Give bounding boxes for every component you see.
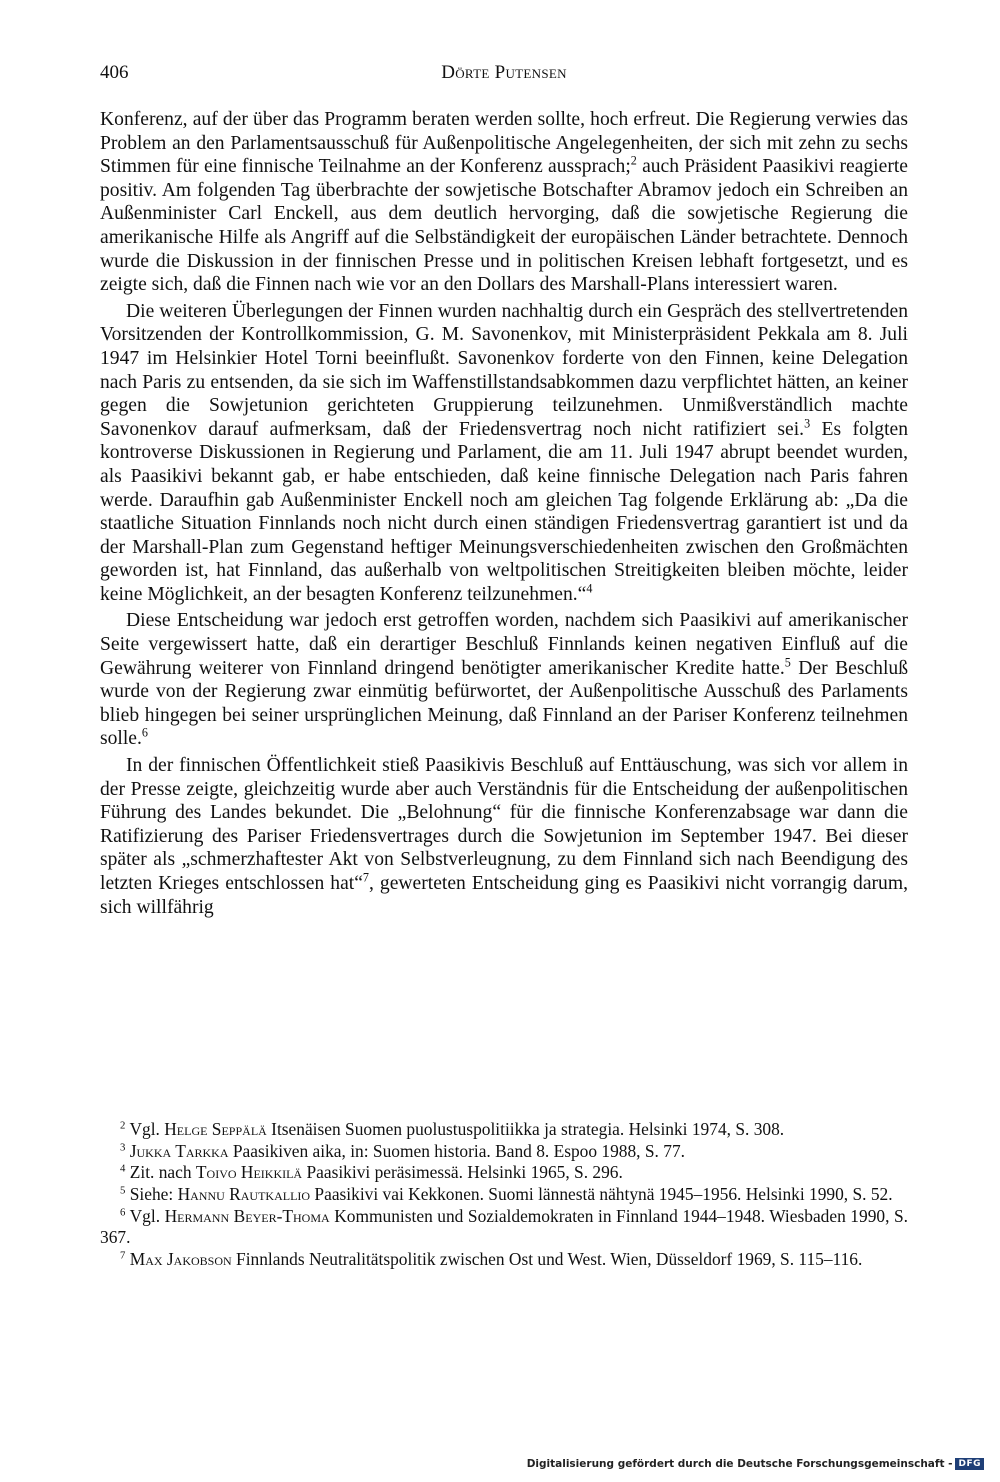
footnote-ref-6: 6 — [141, 726, 148, 741]
footnotes — [100, 1119, 908, 1270]
paragraph-2-text-b: Es folgten kontroverse Diskussionen in Regierung und Parlament, die am 11. Juli 1947 abrupt beendet wurden, als Paasikivi bekannt gab, er habe entschieden, daß keine finnische Delegation nach Paris fahren werde. Daraufhin gab Außenminister Enckell noch am gleichen Tag folgende Erklärung ab: „Da die staatliche Situation Finnlands noch nicht durch einen ständigen Friedensvertrag garantiert ist und da der Marshall-Plan zum Gegenstand heftiger Meinungsverschiedenheiten zwischen den Großmächten geworden ist, hat Finnland, das außerhalb von weltpolitischen Streitigkeiten bleiben möchte, leider keine Möglichkeit, an der besagten Konferenz teilzunehmen.“ — [100, 418, 909, 605]
paragraph-2 — [100, 300, 908, 607]
footnote-text: Finnlands Neutralitätspolitik zwischen Ost und West. Wien, Düsseldorf 1969, S. 115–116. — [231, 1248, 863, 1269]
footnote-7 — [100, 1249, 908, 1270]
footnote-author: Jukka Tarkka — [129, 1140, 229, 1161]
paragraph-4-text-b: , gewerteten Entscheidung ging es Paasikivi nicht vorrangig darum, sich willfährig — [100, 873, 908, 918]
footnote-number: 6 — [120, 1206, 126, 1219]
footnote-text: Itsenäisen Suomen puolustuspolitiikka ja strategia. Helsinki 1974, S. 308. — [266, 1119, 785, 1139]
paragraph-3-text-a: Diese Entscheidung war jedoch erst getroffen worden, nachdem sich Paasikivi auf amerikanischer Seite vergewissert hatte, daß ein derartiger Beschluß Finnlands keinen negativen Einfluß auf die Gewährung weiterer von Finnland dringend benötigter amerikanischer Kredite hatte. — [100, 610, 908, 679]
footnote-number: 3 — [120, 1141, 126, 1154]
footnote-author: Max Jakobson — [129, 1248, 232, 1269]
footnote-prefix: Vgl. — [129, 1205, 165, 1226]
footnote-prefix: Siehe: — [129, 1184, 178, 1205]
footer-text: Digitalisierung gefördert durch die Deutsche Forschungsgemeinschaft - — [526, 1458, 953, 1470]
footnote-ref-5: 5 — [784, 655, 791, 670]
dfg-logo-icon: DFG — [955, 1458, 984, 1470]
footnote-ref-3: 3 — [804, 416, 811, 431]
footnote-text: Paasikivi peräsimessä. Helsinki 1965, S. 296. — [302, 1162, 623, 1183]
paragraph-1-text-a: Konferenz, auf der über das Programm beraten werden sollte, hoch erfreut. Die Regierung verwies das Problem an den Parlamentsausschuß für Außenpolitische Angelegenheiten, der sich mit zehn zu sechs Stimmen für eine finnische Teilnahme an der Konferenz aussprach; — [100, 109, 908, 178]
footnote-3 — [100, 1141, 908, 1162]
paragraph-1-text-b: auch Präsident Paasikivi reagierte positiv. Am folgenden Tag überbrachte der sowjetische Botschafter Abramov jedoch ein Schreiben an Außenminister Carl Enckell, aus dem deutlich hervorging, daß die sowjetische Regierung die amerikanische Hilfe als Angriff auf die Selbständigkeit der europäischen Länder betrachtete. Dennoch wurde die Diskussion in der finnischen Presse und in politischen Kreisen lebhaft fortgesetzt, und es zeigte sich, daß die Finnen nach wie vor an den Dollars des Marshall-Plans interessiert waren. — [100, 156, 908, 296]
footnote-number: 7 — [120, 1249, 126, 1262]
paragraph-4-text-a: In der finnischen Öffentlichkeit stieß Paasikivis Beschluß auf Enttäuschung, was sich vor allem in der Presse zeigte, gleichzeitig wurde aber auch Verständnis für die Entscheidung der außenpolitischen Führung des Landes bekundet. Die „Belohnung“ für die finnische Konferenzabsage war dann die Ratifizierung des Pariser Friedensvertrages durch die Sowjetunion im September 1947. Bei dieser später als „schmerzhaftester Akt von Selbstverleugnung, zu dem Finnland sich nach Beendigung des letzten Krieges entschlossen hat“ — [100, 755, 908, 894]
footnote-number: 5 — [120, 1184, 126, 1197]
footnote-4 — [100, 1162, 908, 1183]
footnote-text: Paasikiven aika, in: Suomen historia. Band 8. Espoo 1988, S. 77. — [228, 1140, 685, 1161]
footnote-text: Paasikivi vai Kekkonen. Suomi lännestä nähtynä 1945–1956. Helsinki 1990, S. 52. — [310, 1184, 893, 1205]
footnote-prefix: Vgl. — [129, 1119, 165, 1139]
footnote-2 — [100, 1119, 908, 1140]
footnote-author: Hermann Beyer-Thoma — [164, 1205, 330, 1226]
footnote-author: Helge Seppälä — [164, 1119, 267, 1139]
page-header — [100, 62, 908, 92]
footnote-text: Kommunisten und Sozialdemokraten in Finnland 1944–1948. Wiesbaden 1990, S. 367. — [100, 1205, 908, 1248]
running-head: Dörte Putensen — [441, 62, 567, 83]
footnote-number: 4 — [120, 1162, 126, 1175]
footnote-ref-7: 7 — [362, 870, 369, 885]
paragraph-2-text-a: Die weiteren Überlegungen der Finnen wurden nachhaltig durch ein Gespräch des stellvertretenden Vorsitzenden der Kontrollkommission, G. M. Savonenkov, mit Ministerpräsident Pekkala am 8. Juli 1947 im Helsinkier Hotel Torni beeinflußt. Savonenkov forderte von den Finnen, keine Delegation nach Paris zu entsenden, da sie sich im Waffenstillstandsabkommen dazu verpflichtet hätten, an keiner gegen die Sowjetunion gerichteten Gruppierung teilzunehmen. Unmißverständlich machte Savonenkov darauf aufmerksam, daß der Friedensvertrag noch nicht ratifiziert sei. — [100, 300, 908, 440]
footnote-ref-2: 2 — [630, 153, 637, 168]
paragraph-3 — [100, 609, 908, 751]
page-number: 406 — [100, 62, 129, 83]
footnote-6 — [100, 1206, 908, 1248]
footnote-5 — [100, 1184, 908, 1205]
digitization-footer — [527, 1458, 984, 1470]
main-text — [100, 108, 908, 922]
paragraph-4 — [100, 754, 908, 919]
footnote-author: Toivo Heikkilä — [195, 1162, 303, 1183]
footnote-ref-4: 4 — [586, 581, 593, 596]
footnote-prefix: Zit. nach — [129, 1162, 196, 1183]
paragraph-1 — [100, 108, 908, 297]
paragraph-3-text-b: Der Beschluß wurde von der Regierung zwar einmütig befürwortet, der Außenpolitische Ausschuß des Parlaments blieb hingegen bei seiner ursprünglichen Meinung, daß Finnland an der Pariser Konferenz teilnehmen solle. — [100, 657, 909, 750]
footnote-author: Hannu Rautkallio — [177, 1184, 311, 1205]
footnote-number: 2 — [120, 1119, 126, 1132]
